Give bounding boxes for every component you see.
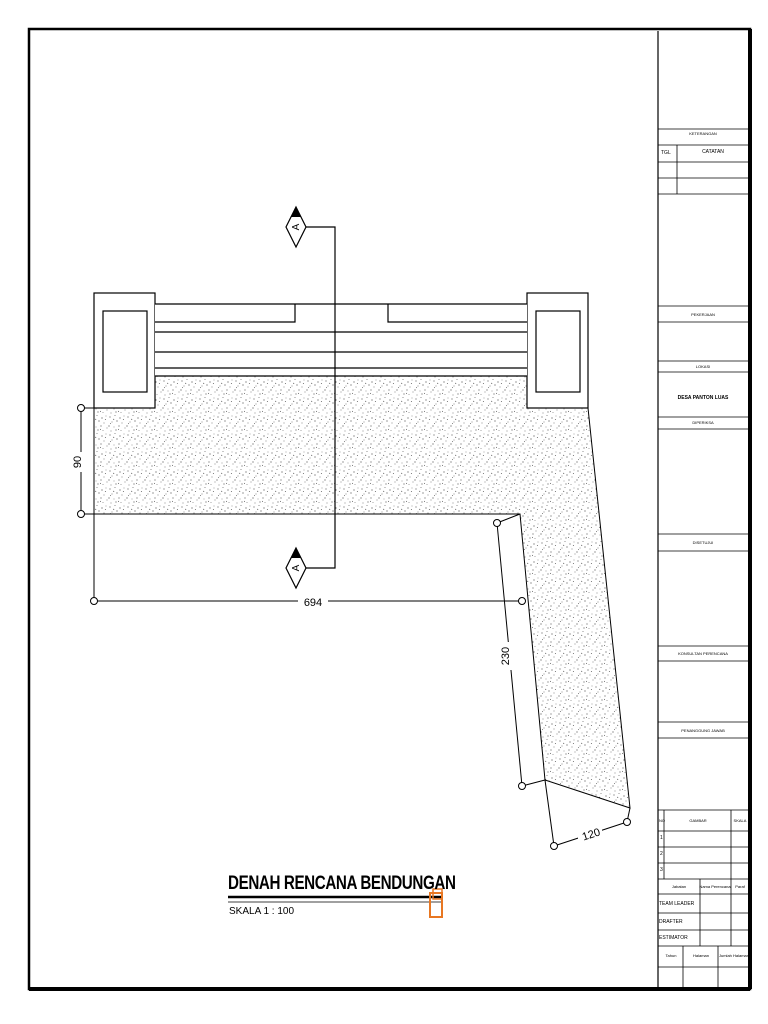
role-label: DRAFTER	[659, 919, 683, 925]
drawing-scale: SKALA 1 : 100	[229, 906, 295, 917]
tgl-header: TGL	[661, 150, 671, 156]
jabatan-header: Jabatan	[671, 884, 687, 889]
no-header: NO	[659, 818, 665, 823]
section-marker-top	[286, 207, 306, 247]
dimension-694	[91, 514, 526, 605]
dimension-label-694: 694	[303, 597, 323, 609]
role-label: TEAM LEADER	[659, 901, 695, 907]
row-number: 3	[660, 867, 663, 873]
dimension-label-120: 120	[580, 826, 602, 844]
penanggung-label: PENANGGUNG JAWAB	[681, 728, 725, 733]
tahun-label: Tahun	[665, 953, 677, 958]
halaman-label: Halaman	[692, 953, 710, 958]
lokasi-label: LOKASI	[695, 364, 711, 369]
row-number: 1	[660, 835, 663, 841]
section-marker-bottom	[286, 548, 306, 588]
location-name: DESA PANTON LUAS	[677, 395, 729, 401]
paraf-header: Paraf	[735, 884, 745, 889]
pekerjaan-label: PEKERJAAN	[691, 312, 715, 317]
catatan-header: CATATAN	[702, 149, 724, 155]
dam-plan	[94, 227, 630, 808]
concrete-fill	[94, 376, 630, 808]
konsultan-label: KONSULTAN PERENCANA	[678, 651, 728, 656]
diperiksa-label: DIPERIKSA	[692, 420, 714, 425]
role-label: ESTIMATOR	[659, 935, 688, 941]
jumlah-halaman-label: Jumlah Halaman	[718, 953, 750, 958]
section-label-top: A	[291, 223, 302, 231]
dimension-label-230: 230	[500, 646, 512, 666]
nama-header: Nama Perencana	[699, 884, 731, 889]
skala-header: SKALA	[733, 818, 747, 823]
disetujui-label: DISETUJUI	[692, 540, 714, 545]
keterangan-label: KETERANGAN	[689, 131, 717, 136]
left-pier-core	[103, 311, 147, 392]
section-label-bottom: A	[291, 564, 302, 572]
dimension-label-90: 90	[72, 455, 84, 469]
gambar-header: GAMBAR	[689, 818, 707, 823]
row-number: 2	[660, 851, 663, 857]
drawing-title: DENAH RENCANA BENDUNGAN	[228, 873, 456, 894]
title-block-grid	[658, 129, 749, 988]
right-pier-core	[536, 311, 580, 392]
